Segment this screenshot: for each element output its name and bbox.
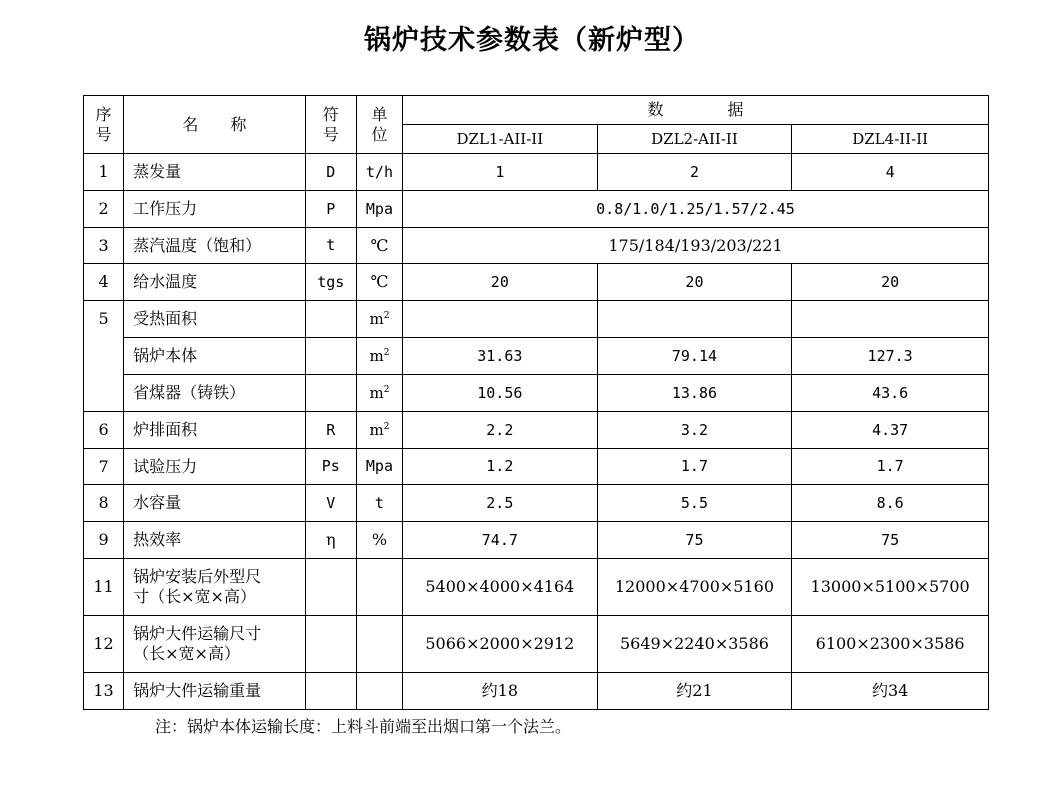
- row-unit: [356, 559, 402, 616]
- row-unit: [356, 616, 402, 673]
- row-value-3: 127.3: [792, 338, 989, 375]
- row-name: 锅炉大件运输重量: [124, 673, 306, 710]
- boiler-parameters-table: [83, 95, 989, 710]
- row-value-2: 5.5: [597, 485, 792, 522]
- row-symbol: D: [305, 154, 356, 191]
- row-symbol: [305, 673, 356, 710]
- row-symbol: tgs: [305, 264, 356, 301]
- row-value-2: 2: [597, 154, 792, 191]
- row-name: 水容量: [124, 485, 306, 522]
- row-value-1: 31.63: [403, 338, 598, 375]
- row-unit: t: [356, 485, 402, 522]
- row-name: 试验压力: [124, 449, 306, 485]
- row-name: 锅炉安装后外型尺 寸（长×宽×高）: [124, 559, 306, 616]
- row-value-2: 5649×2240×3586: [597, 616, 792, 673]
- row-value-1: 1.2: [403, 449, 598, 485]
- row-symbol: P: [305, 191, 356, 228]
- row-seq: 12: [84, 616, 124, 673]
- row-name: 受热面积: [124, 301, 306, 338]
- row-symbol: Ps: [305, 449, 356, 485]
- row-value-1: 20: [403, 264, 598, 301]
- row-symbol: [305, 559, 356, 616]
- row-unit: $m^2$: [356, 412, 402, 449]
- row-value-1: 10.56: [403, 375, 598, 412]
- row-unit: $m^2$: [356, 301, 402, 338]
- header-data: 数 据: [403, 96, 989, 125]
- row-merged-value: 175/184/193/203/221: [403, 228, 989, 264]
- row-seq: 7: [84, 449, 124, 485]
- table-row: [84, 449, 989, 485]
- row-value-3: [792, 301, 989, 338]
- row-name: 给水温度: [124, 264, 306, 301]
- row-seq: 6: [84, 412, 124, 449]
- row-symbol: t: [305, 228, 356, 264]
- table-row: [84, 191, 989, 228]
- table-row: [84, 522, 989, 559]
- row-value-1: 2.5: [403, 485, 598, 522]
- row-unit: Mpa: [356, 449, 402, 485]
- row-symbol: [305, 338, 356, 375]
- header-seq: 序 号: [84, 96, 124, 154]
- table-row: [84, 673, 989, 710]
- row-value-3: 4: [792, 154, 989, 191]
- row-value-1: 2.2: [403, 412, 598, 449]
- row-name: 锅炉大件运输尺寸 （长×宽×高）: [124, 616, 306, 673]
- row-merged-value: 0.8/1.0/1.25/1.57/2.45: [403, 191, 989, 228]
- row-seq: 5: [84, 301, 124, 412]
- model-2: DZL2-AII-II: [597, 125, 792, 154]
- row-name: 炉排面积: [124, 412, 306, 449]
- model-3: DZL4-II-II: [792, 125, 989, 154]
- table-row: [84, 559, 989, 616]
- row-value-2: [597, 301, 792, 338]
- row-value-2: 3.2: [597, 412, 792, 449]
- row-unit: $m^2$: [356, 375, 402, 412]
- row-symbol: R: [305, 412, 356, 449]
- row-value-3: 8.6: [792, 485, 989, 522]
- header-unit: 单 位: [356, 96, 402, 154]
- row-value-3: 6100×2300×3586: [792, 616, 989, 673]
- table-row: [84, 301, 989, 338]
- table-row: [84, 338, 989, 375]
- header-name: 名 称: [124, 96, 306, 154]
- row-name: 锅炉本体: [124, 338, 306, 375]
- row-value-1: 约18: [403, 673, 598, 710]
- row-unit: ℃: [356, 228, 402, 264]
- row-unit: Mpa: [356, 191, 402, 228]
- row-symbol: V: [305, 485, 356, 522]
- row-unit: [356, 673, 402, 710]
- row-unit: t/h: [356, 154, 402, 191]
- row-seq: 2: [84, 191, 124, 228]
- row-name: 蒸汽温度（饱和）: [124, 228, 306, 264]
- row-value-2: 1.7: [597, 449, 792, 485]
- row-value-2: 约21: [597, 673, 792, 710]
- table-row: [84, 616, 989, 673]
- row-value-3: 43.6: [792, 375, 989, 412]
- row-value-1: 1: [403, 154, 598, 191]
- row-value-1: 74.7: [403, 522, 598, 559]
- row-value-3: 约34: [792, 673, 989, 710]
- row-value-1: [403, 301, 598, 338]
- row-name: 蒸发量: [124, 154, 306, 191]
- row-unit: %: [356, 522, 402, 559]
- row-seq: 13: [84, 673, 124, 710]
- row-name: 工作压力: [124, 191, 306, 228]
- row-symbol: [305, 375, 356, 412]
- model-1: DZL1-AII-II: [403, 125, 598, 154]
- table-row: [84, 264, 989, 301]
- row-symbol: [305, 616, 356, 673]
- row-seq: 1: [84, 154, 124, 191]
- row-symbol: η: [305, 522, 356, 559]
- row-value-2: 75: [597, 522, 792, 559]
- row-value-3: 4.37: [792, 412, 989, 449]
- row-unit: $m^2$: [356, 338, 402, 375]
- row-value-2: 79.14: [597, 338, 792, 375]
- row-unit: ℃: [356, 264, 402, 301]
- header-row: [84, 96, 989, 125]
- row-seq: 9: [84, 522, 124, 559]
- row-value-2: 12000×4700×5160: [597, 559, 792, 616]
- row-value-3: 75: [792, 522, 989, 559]
- table-row: [84, 412, 989, 449]
- row-seq: 3: [84, 228, 124, 264]
- row-value-3: 20: [792, 264, 989, 301]
- row-value-2: 20: [597, 264, 792, 301]
- table-row: [84, 154, 989, 191]
- row-name: 热效率: [124, 522, 306, 559]
- row-value-1: 5066×2000×2912: [403, 616, 598, 673]
- page-title: 锅炉技术参数表（新炉型）: [364, 25, 700, 56]
- table-row: [84, 485, 989, 522]
- row-value-3: 1.7: [792, 449, 989, 485]
- table-row: [84, 375, 989, 412]
- row-value-2: 13.86: [597, 375, 792, 412]
- row-seq: 8: [84, 485, 124, 522]
- row-value-3: 13000×5100×5700: [792, 559, 989, 616]
- row-value-1: 5400×4000×4164: [403, 559, 598, 616]
- table-row: [84, 228, 989, 264]
- footnote: 注：锅炉本体运输长度：上料斗前端至出烟口第一个法兰。: [155, 717, 572, 736]
- row-seq: 4: [84, 264, 124, 301]
- row-seq: 11: [84, 559, 124, 616]
- header-symbol: 符 号: [305, 96, 356, 154]
- row-symbol: [305, 301, 356, 338]
- row-name: 省煤器（铸铁）: [124, 375, 306, 412]
